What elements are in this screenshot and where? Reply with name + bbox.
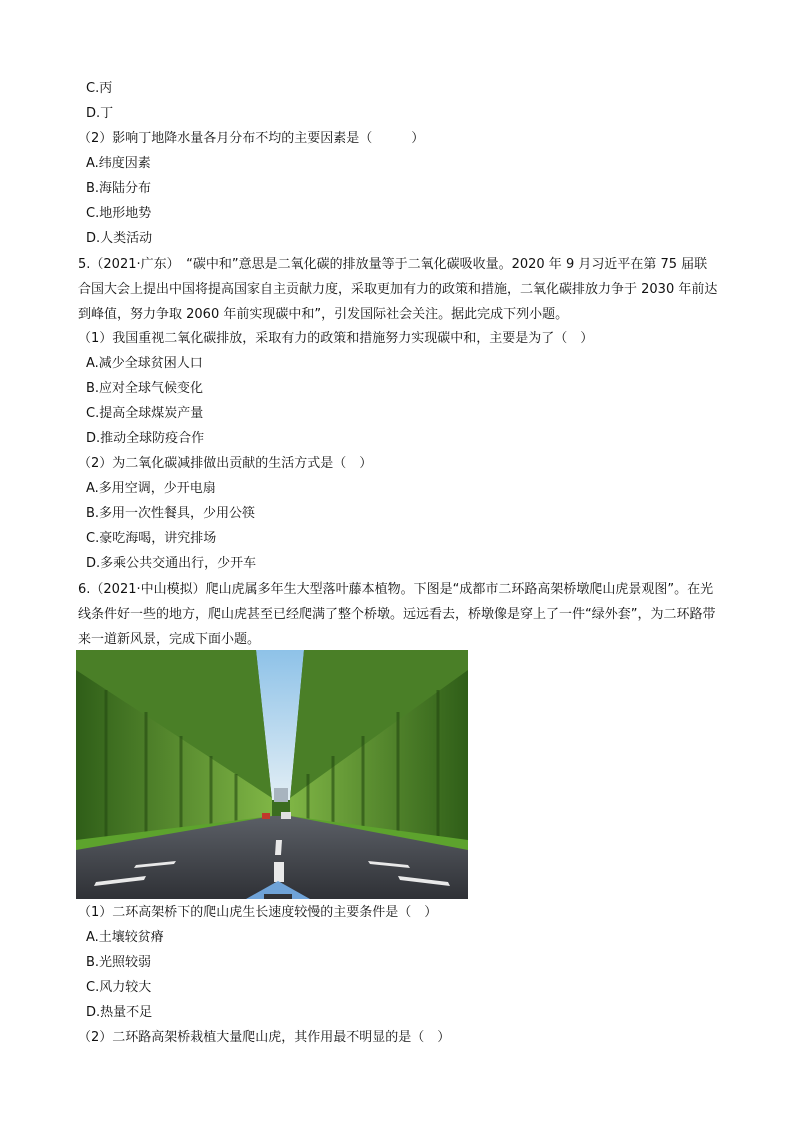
option-c: C.豪吃海喝，讲究排场 <box>86 531 217 546</box>
question-stem: （1）二环高架桥下的爬山虎生长速度较慢的主要条件是（ ） <box>78 905 438 920</box>
option-d: D.热量不足 <box>86 1005 153 1020</box>
option-d: D.人类活动 <box>86 231 153 246</box>
option-b: B.光照较弱 <box>86 955 152 970</box>
option-d: D.推动全球防疫合作 <box>86 431 205 446</box>
option-b: B.应对全球气候变化 <box>86 381 204 396</box>
option-c: C.提高全球煤炭产量 <box>86 406 204 421</box>
option-a: A.纬度因素 <box>86 156 151 171</box>
question-stem: （1）我国重视二氧化碳排放，采取有力的政策和措施努力实现碳中和，主要是为了（ ） <box>78 331 594 346</box>
question-6-intro: 6.（2021·中山模拟）爬山虎属多年生大型落叶藤本植物。下图是“成都市二环路高架桥墩爬山虎景观图”。在光线条件好一些的地方，爬山虎甚至已经爬满了整个桥墩。远远看去，桥墩像是穿上了一件“绿外套”，为二环路带来一道新风景，完成下面小题。 <box>78 582 716 647</box>
ivy-viaduct-photo <box>76 650 468 899</box>
option-a: A.土壤较贫瘠 <box>86 930 164 945</box>
option-b: B.海陆分布 <box>86 181 152 196</box>
question-5-intro: 5.（2021·广东） “碳中和”意思是二氧化碳的排放量等于二氧化碳吸收量。2020 年 9 月习近平在第 75 届联合国大会上提出中国将提高国家自主贡献力度，采取更加有力的政策和措施，二氧化碳排放力争于 2030 年前达到峰值，努力争取 2060 年前实现碳中和”，引发国际社会关注。据此完成下列小题。 <box>78 257 718 322</box>
option-b: B.多用一次性餐具，少用公筷 <box>86 506 256 521</box>
option-a: A.多用空调，少开电扇 <box>86 481 216 496</box>
question-stem: （2）为二氧化碳减排做出贡献的生活方式是（ ） <box>78 456 373 471</box>
option-c: C.丙 <box>86 81 113 96</box>
option-c: C.风力较大 <box>86 980 152 995</box>
option-a: A.减少全球贫困人口 <box>86 356 203 371</box>
option-d: D.多乘公共交通出行，少开车 <box>86 556 257 571</box>
question-stem: （2）影响丁地降水量各月分布不均的主要因素是（ ） <box>78 131 425 146</box>
question-stem: （2）二环路高架桥栽植大量爬山虎，其作用最不明显的是（ ） <box>78 1030 451 1045</box>
option-c: C.地形地势 <box>86 206 152 221</box>
option-d: D.丁 <box>86 106 114 121</box>
